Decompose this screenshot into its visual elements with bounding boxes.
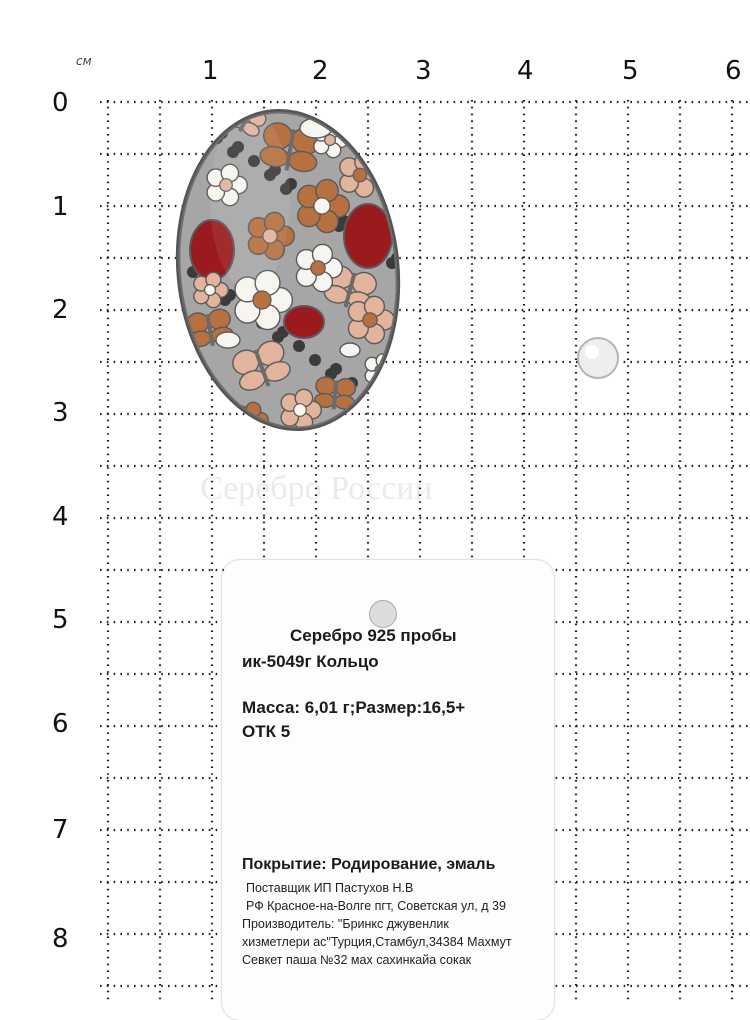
y-tick-label: 3 <box>52 398 69 428</box>
y-tick-label: 2 <box>52 295 69 325</box>
flower-petal <box>234 419 249 434</box>
tag-article: ик-5049г Кольцо <box>242 652 379 671</box>
flower-center <box>363 313 377 327</box>
openwork-gap <box>195 118 207 130</box>
unit-label: см <box>76 54 92 68</box>
openwork-gap <box>378 405 390 417</box>
flower-center <box>253 291 271 309</box>
tag-producer: хизметлери ас"Турция,Стамбул,34384 Махмут <box>242 935 512 949</box>
flower-center <box>311 261 325 275</box>
red-enamel <box>284 306 324 338</box>
tag-material: Серебро 925 пробы <box>290 626 457 645</box>
flower-center <box>353 168 367 182</box>
y-tick-label: 5 <box>52 605 69 635</box>
x-tick-label: 1 <box>202 56 219 86</box>
openwork-gap <box>179 414 191 426</box>
openwork-gap <box>330 363 342 375</box>
y-tick-label: 7 <box>52 815 69 845</box>
y-tick-label: 0 <box>52 88 69 118</box>
y-tick-label: 8 <box>52 924 69 954</box>
y-tick-label: 6 <box>52 709 69 739</box>
red-enamel <box>344 204 392 268</box>
x-tick-label: 4 <box>517 56 534 86</box>
y-tick-label: 4 <box>52 502 69 532</box>
pearl-bead <box>578 338 618 378</box>
tag-hole <box>369 600 397 628</box>
product-tag <box>222 560 554 1020</box>
tag-mass-size: Масса: 6,01 г;Размер:16,5+ <box>242 698 466 717</box>
openwork-gap <box>309 354 321 366</box>
flower-petal <box>383 363 397 377</box>
tag-producer: Производитель: "Бринкс джувенлик <box>242 917 449 931</box>
x-tick-label: 3 <box>415 56 432 86</box>
flower-petal <box>246 423 261 438</box>
x-tick-label: 6 <box>725 56 742 86</box>
flower-center <box>314 198 330 214</box>
openwork-gap <box>174 109 186 121</box>
x-tick-label: 5 <box>622 56 639 86</box>
x-tick-label: 2 <box>312 56 329 86</box>
tag-supplier: Поставщик ИП Пастухов Н.В <box>246 881 414 895</box>
tag-coating: Покрытие: Родирование, эмаль <box>242 856 496 873</box>
flower-center <box>294 404 307 417</box>
flower-center <box>205 285 216 296</box>
tag-address: РФ Красное-на-Волге пгт, Советская ул, д 39 <box>246 899 506 913</box>
y-tick-label: 1 <box>52 192 69 222</box>
tag-producer: Севкет паша №32 мах сахинкайа сокак <box>242 953 472 967</box>
openwork-gap <box>293 340 305 352</box>
tag-otk: ОТК 5 <box>242 722 291 741</box>
watermark: Серебро России <box>200 470 433 507</box>
openwork-gap <box>383 400 395 412</box>
